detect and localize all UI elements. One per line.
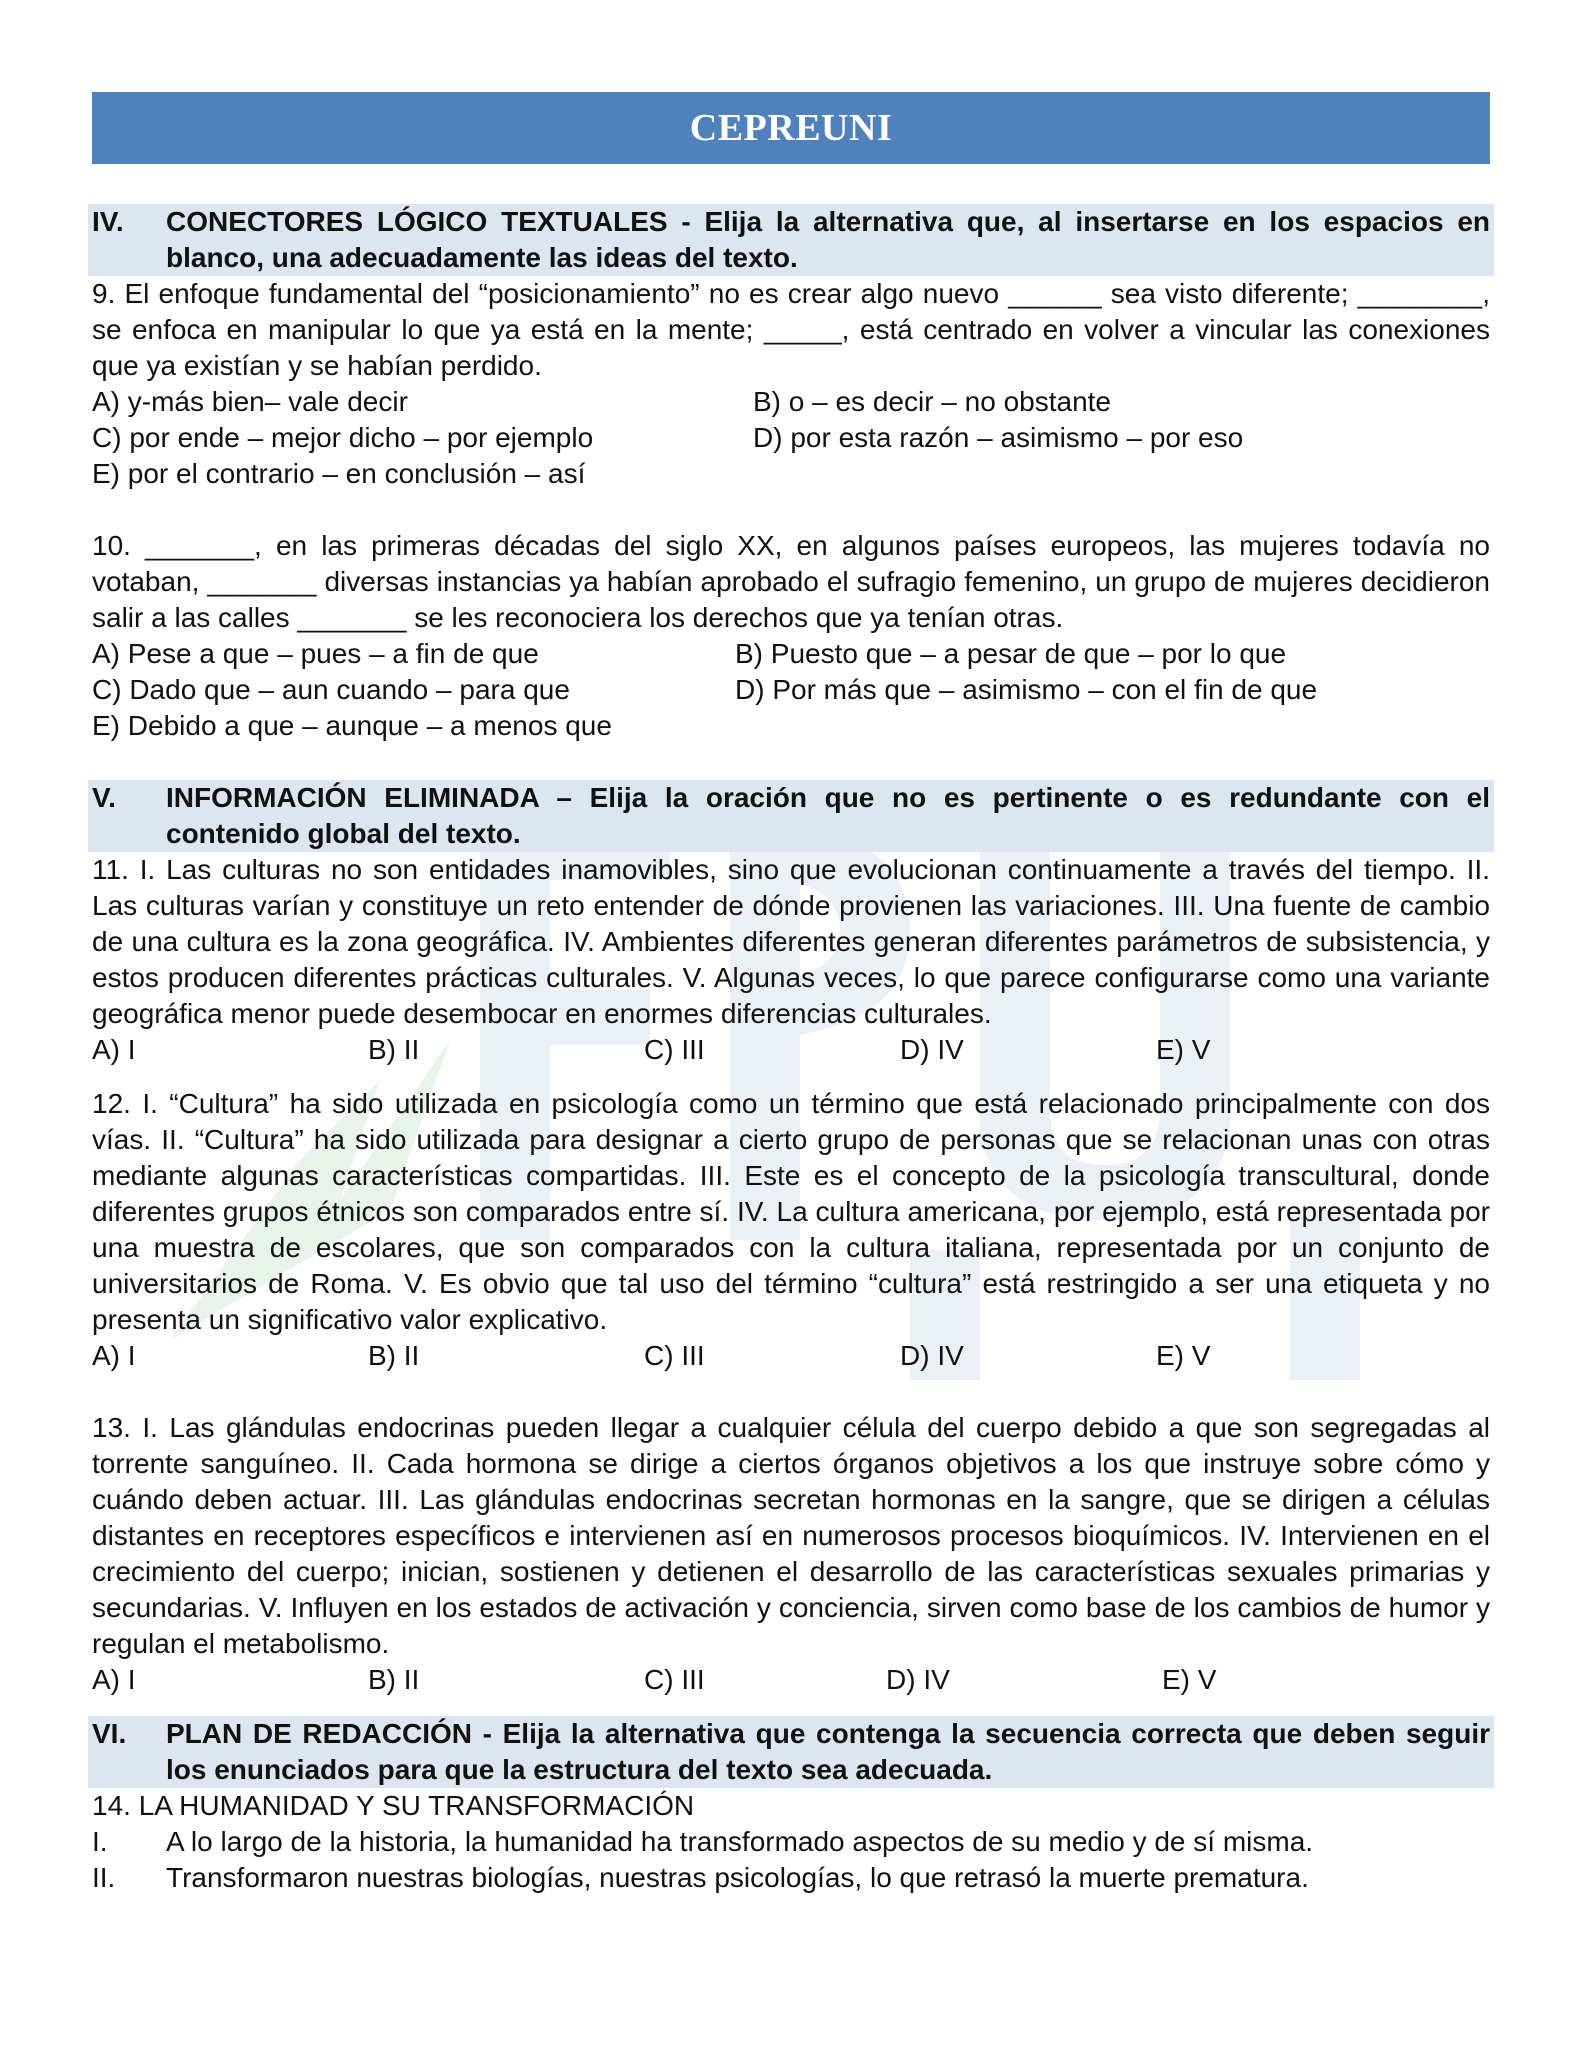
q9-option-d: D) por esta razón – asimismo – por eso xyxy=(753,422,1244,453)
q14-item xyxy=(92,1860,1490,1896)
q11-option-d: D) IV xyxy=(900,1034,964,1065)
question-13-text: 13. I. Las glándulas endocrinas pueden llegar a cualquier célula del cuerpo debido a que son segregadas al torrente sanguíneo. II. Cada hormona se dirige a ciertos órganos objetivos a los que instruye sobre cómo y cuándo deben actuar. III. Las glándulas endocrinas secretan hormonas en la sangre, que se dirigen a células distantes en receptores específicos e intervienen así en numerosos procesos bioquímicos. IV. Intervienen en el crecimiento del cuerpo; inician, sostienen y detienen el desarrollo de las características sexuales primarias y secundarias. V. Influyen en los estados de activación y conciencia, sirven como base de los cambios de humor y regulan el metabolismo. xyxy=(92,1412,1490,1659)
q14-item-text: A lo largo de la historia, la humanidad ha transformado aspectos de su medio y de sí misma. xyxy=(166,1826,1314,1857)
q9-option-c: C) por ende – mejor dicho – por ejemplo xyxy=(92,422,594,453)
section-iv-number: IV. xyxy=(92,206,124,237)
section-iv-text: CONECTORES LÓGICO TEXTUALES - Elija la alternativa que, al insertarse en los espacios en blanco, una adecuadamente las ideas del texto. xyxy=(166,206,1490,273)
q14-item-text: Transformaron nuestras biologías, nuestras psicologías, lo que retrasó la muerte prematura. xyxy=(166,1862,1309,1893)
q14-item-numeral: I. xyxy=(92,1826,108,1857)
q10-option-e: E) Debido a que – aunque – a menos que xyxy=(92,710,612,741)
question-12-text: 12. I. “Cultura” ha sido utilizada en psicología como un término que está relacionado principalmente con dos vías. II. “Cultura” ha sido utilizada para designar a cierto grupo de personas que se relacionan unas con otras mediante algunas características compartidas. III. Este es el concepto de la psicología transcultural, donde diferentes grupos étnicos son comparados entre sí. IV. La cultura americana, por ejemplo, está representada por una muestra de escolares, que son comparados con la cultura italiana, representada por un conjunto de universitarios de Roma. V. Es obvio que tal uso del término “cultura” está restringido a ser una etiqueta y no presenta un significativo valor explicativo. xyxy=(92,1088,1490,1335)
q11-option-e: E) V xyxy=(1156,1034,1211,1065)
q12-option-e: E) V xyxy=(1156,1340,1211,1371)
q10-option-b: B) Puesto que – a pesar de que – por lo que xyxy=(735,638,1287,669)
q12-option-d: D) IV xyxy=(900,1340,964,1371)
question-10-options xyxy=(92,636,1490,744)
document-page xyxy=(92,92,1490,1896)
q9-option-e: E) por el contrario – en conclusión – así xyxy=(92,458,586,489)
q10-option-c: C) Dado que – aun cuando – para que xyxy=(92,674,570,705)
question-12-options xyxy=(92,1338,1490,1374)
question-9-options xyxy=(92,384,1490,492)
q14-item-numeral: II. xyxy=(92,1862,116,1893)
q10-option-d: D) Por más que – asimismo – con el fin de que xyxy=(735,674,1318,705)
q12-option-b: B) II xyxy=(368,1340,420,1371)
section-iv-heading xyxy=(88,204,1494,276)
q11-option-a: A) I xyxy=(92,1034,136,1065)
q13-option-c: C) III xyxy=(644,1664,705,1695)
q9-option-b: B) o – es decir – no obstante xyxy=(753,386,1111,417)
section-vi-number: VI. xyxy=(92,1718,127,1749)
q9-option-a: A) y-más bien– vale decir xyxy=(92,386,408,417)
question-10-text: 10. _______, en las primeras décadas del siglo XX, en algunos países europeos, las mujeres todavía no votaban, _______ diversas instancias ya habían aprobado el sufragio femenino, un grupo de mujeres decidieron salir a las calles _______ se les reconociera los derechos que ya tenían otras. xyxy=(92,530,1490,633)
section-vi-text: PLAN DE REDACCIÓN - Elija la alternativa que contenga la secuencia correcta que deben seguir los enunciados para que la estructura del texto sea adecuada. xyxy=(166,1718,1490,1785)
section-v-heading xyxy=(88,780,1494,852)
q13-option-a: A) I xyxy=(92,1664,136,1695)
section-v-number: V. xyxy=(92,782,116,813)
header-banner xyxy=(92,92,1490,164)
section-vi-heading xyxy=(88,1716,1494,1788)
document-content xyxy=(92,164,1490,1896)
question-13-options xyxy=(92,1662,1490,1698)
q13-option-b: B) II xyxy=(368,1664,420,1695)
q12-option-c: C) III xyxy=(644,1340,705,1371)
q10-option-a: A) Pese a que – pues – a fin de que xyxy=(92,638,539,669)
q14-item xyxy=(92,1824,1490,1860)
q13-option-d: D) IV xyxy=(886,1664,950,1695)
q12-option-a: A) I xyxy=(92,1340,136,1371)
header-title: CEPREUNI xyxy=(689,107,893,149)
question-11-text: 11. I. Las culturas no son entidades inamovibles, sino que evolucionan continuamente a través del tiempo. II. Las culturas varían y constituye un reto entender de dónde provienen las variaciones. III. Una fuente de cambio de una cultura es la zona geográfica. IV. Ambientes diferentes generan diferentes parámetros de subsistencia, y estos producen diferentes prácticas culturales. V. Algunas veces, lo que parece configurarse como una variante geográfica menor puede desembocar en enormes diferencias culturales. xyxy=(92,854,1490,1029)
question-9-text: 9. El enfoque fundamental del “posicionamiento” no es crear algo nuevo ______ sea visto diferente; ________, se enfoca en manipular lo que ya está en la mente; _____, está centrado en volver a vincular las conexiones que ya existían y se habían perdido. xyxy=(92,278,1490,381)
q11-option-b: B) II xyxy=(368,1034,420,1065)
section-v-text: INFORMACIÓN ELIMINADA – Elija la oración que no es pertinente o es redundante con el contenido global del texto. xyxy=(166,782,1490,849)
q11-option-c: C) III xyxy=(644,1034,705,1065)
question-14-title: 14. LA HUMANIDAD Y SU TRANSFORMACIÓN xyxy=(92,1790,695,1821)
question-11-options xyxy=(92,1032,1490,1068)
q13-option-e: E) V xyxy=(1162,1664,1217,1695)
